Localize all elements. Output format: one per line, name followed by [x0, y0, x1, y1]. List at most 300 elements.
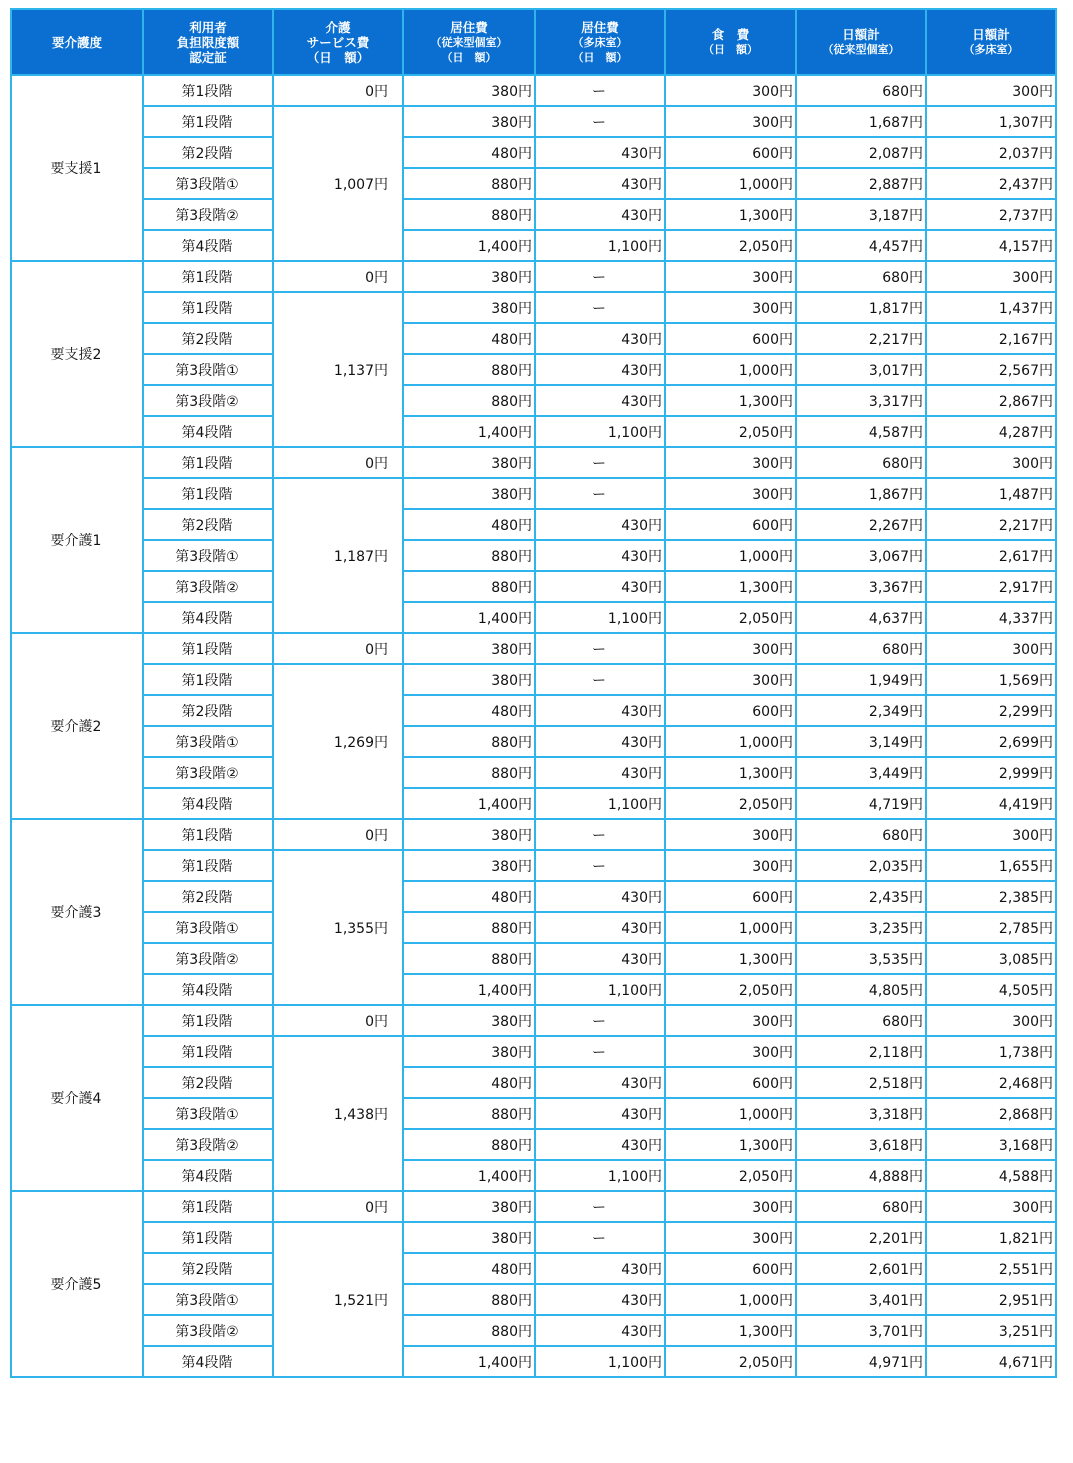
header-total-shared — [926, 9, 1056, 75]
total-private-cell: 2,217円 — [796, 323, 926, 354]
residence-private-cell: 880円 — [403, 1129, 535, 1160]
total-private-cell: 680円 — [796, 1005, 926, 1036]
residence-private-cell: 380円 — [403, 1222, 535, 1253]
total-private-cell: 4,457円 — [796, 230, 926, 261]
total-shared-cell: 4,671円 — [926, 1346, 1056, 1377]
grade-cell: 第3段階① — [143, 540, 273, 571]
header-line: 介護 — [325, 19, 351, 35]
table-row — [11, 1191, 1056, 1222]
residence-private-cell: 880円 — [403, 1315, 535, 1346]
residence-private-cell: 480円 — [403, 695, 535, 726]
grade-cell: 第2段階 — [143, 1067, 273, 1098]
table-row — [11, 1160, 1056, 1191]
table-row — [11, 230, 1056, 261]
residence-shared-cell: 430円 — [535, 1067, 665, 1098]
residence-shared-cell: ー — [535, 447, 665, 478]
grade-cell: 第1段階 — [143, 850, 273, 881]
table-row — [11, 974, 1056, 1005]
table-row — [11, 261, 1056, 292]
food-fee-cell: 1,000円 — [665, 726, 796, 757]
residence-shared-cell: 430円 — [535, 1315, 665, 1346]
table-row — [11, 664, 1056, 695]
grade-cell: 第3段階② — [143, 757, 273, 788]
grade-cell: 第3段階① — [143, 1284, 273, 1315]
table-row — [11, 447, 1056, 478]
food-fee-cell: 600円 — [665, 1253, 796, 1284]
care-level-cell: 要介護4 — [11, 1005, 143, 1191]
grade-cell: 第1段階 — [143, 292, 273, 323]
total-private-cell: 680円 — [796, 75, 926, 106]
total-private-cell: 3,618円 — [796, 1129, 926, 1160]
grade-cell: 第3段階② — [143, 385, 273, 416]
table-row — [11, 1222, 1056, 1253]
grade-cell: 第1段階 — [143, 664, 273, 695]
table-header-row — [11, 9, 1056, 75]
table-row — [11, 292, 1056, 323]
residence-shared-cell: 430円 — [535, 1284, 665, 1315]
total-shared-cell: 2,699円 — [926, 726, 1056, 757]
total-private-cell: 2,887円 — [796, 168, 926, 199]
food-fee-cell: 1,000円 — [665, 1098, 796, 1129]
table-row — [11, 602, 1056, 633]
residence-private-cell: 480円 — [403, 509, 535, 540]
grade-cell: 第1段階 — [143, 261, 273, 292]
food-fee-cell: 600円 — [665, 695, 796, 726]
service-fee-cell: 0円 — [273, 75, 403, 106]
header-line: 負担限度額 — [176, 34, 240, 50]
service-fee-cell: 0円 — [273, 633, 403, 664]
residence-shared-cell: 1,100円 — [535, 788, 665, 819]
residence-shared-cell: ー — [535, 1222, 665, 1253]
residence-shared-cell: 430円 — [535, 323, 665, 354]
service-fee-cell: 1,438円 — [273, 1036, 403, 1191]
table-row — [11, 788, 1056, 819]
total-shared-cell: 2,567円 — [926, 354, 1056, 385]
residence-private-cell: 880円 — [403, 1098, 535, 1129]
residence-private-cell: 380円 — [403, 633, 535, 664]
residence-private-cell: 380円 — [403, 819, 535, 850]
total-private-cell: 3,235円 — [796, 912, 926, 943]
grade-cell: 第1段階 — [143, 1005, 273, 1036]
residence-shared-cell: 430円 — [535, 1253, 665, 1284]
service-fee-cell: 1,355円 — [273, 850, 403, 1005]
total-private-cell: 3,401円 — [796, 1284, 926, 1315]
residence-shared-cell: 430円 — [535, 199, 665, 230]
care-level-cell: 要介護1 — [11, 447, 143, 633]
fee-table-container — [10, 8, 1057, 1378]
grade-cell: 第1段階 — [143, 447, 273, 478]
table-row — [11, 385, 1056, 416]
food-fee-cell: 1,000円 — [665, 912, 796, 943]
table-row — [11, 757, 1056, 788]
table-row — [11, 1129, 1056, 1160]
header-line: 居住費 — [450, 19, 488, 35]
residence-shared-cell: 1,100円 — [535, 416, 665, 447]
total-shared-cell: 4,505円 — [926, 974, 1056, 1005]
grade-cell: 第1段階 — [143, 478, 273, 509]
residence-private-cell: 880円 — [403, 571, 535, 602]
residence-private-cell: 480円 — [403, 1067, 535, 1098]
total-shared-cell: 2,917円 — [926, 571, 1056, 602]
total-shared-cell: 2,617円 — [926, 540, 1056, 571]
care-level-cell: 要介護3 — [11, 819, 143, 1005]
header-service-fee — [273, 9, 403, 75]
residence-private-cell: 1,400円 — [403, 1160, 535, 1191]
header-residence-shared — [535, 9, 665, 75]
header-line: 日額計 — [972, 27, 1010, 42]
total-private-cell: 680円 — [796, 1191, 926, 1222]
header-line: サービス費 — [306, 34, 370, 50]
grade-cell: 第3段階① — [143, 912, 273, 943]
residence-shared-cell: ー — [535, 819, 665, 850]
total-shared-cell: 4,287円 — [926, 416, 1056, 447]
residence-shared-cell: ー — [535, 664, 665, 695]
table-row — [11, 509, 1056, 540]
header-line: 要介護度 — [51, 34, 102, 50]
table-row — [11, 943, 1056, 974]
total-private-cell: 3,187円 — [796, 199, 926, 230]
table-row — [11, 416, 1056, 447]
header-line: （多床室） — [963, 43, 1019, 56]
total-private-cell: 3,317円 — [796, 385, 926, 416]
residence-private-cell: 1,400円 — [403, 602, 535, 633]
header-line: 食 費 — [711, 27, 750, 42]
total-shared-cell: 2,785円 — [926, 912, 1056, 943]
total-shared-cell: 4,588円 — [926, 1160, 1056, 1191]
residence-shared-cell: 430円 — [535, 726, 665, 757]
table-row — [11, 1253, 1056, 1284]
total-private-cell: 3,449円 — [796, 757, 926, 788]
care-fee-table — [10, 8, 1057, 1378]
grade-cell: 第3段階① — [143, 354, 273, 385]
header-certificate — [143, 9, 273, 75]
grade-cell: 第1段階 — [143, 1191, 273, 1222]
residence-shared-cell: 430円 — [535, 540, 665, 571]
total-private-cell: 680円 — [796, 261, 926, 292]
service-fee-cell: 0円 — [273, 447, 403, 478]
food-fee-cell: 600円 — [665, 881, 796, 912]
food-fee-cell: 300円 — [665, 261, 796, 292]
grade-cell: 第3段階② — [143, 943, 273, 974]
residence-private-cell: 380円 — [403, 292, 535, 323]
residence-private-cell: 380円 — [403, 75, 535, 106]
header-line: 認定証 — [189, 49, 227, 65]
food-fee-cell: 1,300円 — [665, 1315, 796, 1346]
table-body — [11, 75, 1056, 1377]
total-private-cell: 3,017円 — [796, 354, 926, 385]
residence-private-cell: 1,400円 — [403, 416, 535, 447]
table-row — [11, 1346, 1056, 1377]
food-fee-cell: 2,050円 — [665, 602, 796, 633]
care-level-cell: 要介護5 — [11, 1191, 143, 1377]
total-shared-cell: 300円 — [926, 1191, 1056, 1222]
food-fee-cell: 300円 — [665, 447, 796, 478]
service-fee-cell: 0円 — [273, 261, 403, 292]
total-private-cell: 1,817円 — [796, 292, 926, 323]
header-line: （従来型個室） — [430, 35, 508, 49]
table-row — [11, 695, 1056, 726]
residence-shared-cell: ー — [535, 1191, 665, 1222]
residence-private-cell: 380円 — [403, 261, 535, 292]
table-row — [11, 199, 1056, 230]
food-fee-cell: 300円 — [665, 1005, 796, 1036]
total-shared-cell: 300円 — [926, 633, 1056, 664]
total-private-cell: 2,035円 — [796, 850, 926, 881]
total-shared-cell: 2,867円 — [926, 385, 1056, 416]
food-fee-cell: 2,050円 — [665, 788, 796, 819]
residence-private-cell: 880円 — [403, 1284, 535, 1315]
total-shared-cell: 2,437円 — [926, 168, 1056, 199]
total-shared-cell: 4,419円 — [926, 788, 1056, 819]
total-private-cell: 4,971円 — [796, 1346, 926, 1377]
residence-shared-cell: 430円 — [535, 695, 665, 726]
total-shared-cell: 2,999円 — [926, 757, 1056, 788]
food-fee-cell: 300円 — [665, 292, 796, 323]
total-private-cell: 1,867円 — [796, 478, 926, 509]
residence-shared-cell: 1,100円 — [535, 1346, 665, 1377]
food-fee-cell: 1,000円 — [665, 540, 796, 571]
table-row — [11, 881, 1056, 912]
residence-private-cell: 480円 — [403, 137, 535, 168]
grade-cell: 第3段階① — [143, 168, 273, 199]
total-shared-cell: 1,569円 — [926, 664, 1056, 695]
header-food-fee — [665, 9, 796, 75]
table-row — [11, 819, 1056, 850]
grade-cell: 第1段階 — [143, 75, 273, 106]
table-row — [11, 168, 1056, 199]
grade-cell: 第2段階 — [143, 1253, 273, 1284]
residence-private-cell: 880円 — [403, 354, 535, 385]
residence-shared-cell: ー — [535, 478, 665, 509]
residence-shared-cell: 430円 — [535, 943, 665, 974]
table-row — [11, 633, 1056, 664]
table-row — [11, 912, 1056, 943]
grade-cell: 第1段階 — [143, 106, 273, 137]
residence-shared-cell: 430円 — [535, 881, 665, 912]
residence-shared-cell: ー — [535, 850, 665, 881]
total-private-cell: 680円 — [796, 633, 926, 664]
residence-shared-cell: 1,100円 — [535, 1160, 665, 1191]
care-level-cell: 要介護2 — [11, 633, 143, 819]
food-fee-cell: 300円 — [665, 819, 796, 850]
residence-private-cell: 880円 — [403, 385, 535, 416]
header-line: （多床室） — [572, 35, 628, 49]
total-private-cell: 1,687円 — [796, 106, 926, 137]
residence-private-cell: 880円 — [403, 757, 535, 788]
food-fee-cell: 1,000円 — [665, 354, 796, 385]
food-fee-cell: 1,000円 — [665, 168, 796, 199]
total-shared-cell: 1,307円 — [926, 106, 1056, 137]
total-shared-cell: 2,299円 — [926, 695, 1056, 726]
total-private-cell: 3,318円 — [796, 1098, 926, 1129]
header-line: 利用者 — [189, 19, 227, 35]
food-fee-cell: 300円 — [665, 106, 796, 137]
residence-private-cell: 880円 — [403, 168, 535, 199]
table-row — [11, 323, 1056, 354]
total-private-cell: 3,067円 — [796, 540, 926, 571]
total-private-cell: 680円 — [796, 447, 926, 478]
service-fee-cell: 1,269円 — [273, 664, 403, 819]
table-row — [11, 354, 1056, 385]
food-fee-cell: 2,050円 — [665, 230, 796, 261]
total-private-cell: 3,701円 — [796, 1315, 926, 1346]
table-row — [11, 1067, 1056, 1098]
residence-shared-cell: ー — [535, 633, 665, 664]
food-fee-cell: 300円 — [665, 633, 796, 664]
table-row — [11, 540, 1056, 571]
residence-shared-cell: 430円 — [535, 385, 665, 416]
total-shared-cell: 300円 — [926, 447, 1056, 478]
residence-private-cell: 480円 — [403, 881, 535, 912]
table-row — [11, 137, 1056, 168]
grade-cell: 第4段階 — [143, 788, 273, 819]
total-shared-cell: 1,487円 — [926, 478, 1056, 509]
total-private-cell: 4,587円 — [796, 416, 926, 447]
grade-cell: 第4段階 — [143, 1160, 273, 1191]
residence-private-cell: 380円 — [403, 850, 535, 881]
total-private-cell: 2,518円 — [796, 1067, 926, 1098]
food-fee-cell: 1,300円 — [665, 1129, 796, 1160]
residence-private-cell: 480円 — [403, 323, 535, 354]
food-fee-cell: 1,000円 — [665, 1284, 796, 1315]
food-fee-cell: 1,300円 — [665, 199, 796, 230]
table-row — [11, 106, 1056, 137]
total-private-cell: 3,367円 — [796, 571, 926, 602]
residence-private-cell: 880円 — [403, 540, 535, 571]
total-private-cell: 3,149円 — [796, 726, 926, 757]
total-private-cell: 4,805円 — [796, 974, 926, 1005]
residence-private-cell: 880円 — [403, 912, 535, 943]
total-shared-cell: 4,337円 — [926, 602, 1056, 633]
residence-shared-cell: 430円 — [535, 509, 665, 540]
total-shared-cell: 2,737円 — [926, 199, 1056, 230]
residence-private-cell: 380円 — [403, 1005, 535, 1036]
residence-private-cell: 380円 — [403, 1036, 535, 1067]
total-shared-cell: 300円 — [926, 261, 1056, 292]
residence-shared-cell: 430円 — [535, 137, 665, 168]
table-row — [11, 850, 1056, 881]
total-shared-cell: 3,168円 — [926, 1129, 1056, 1160]
residence-private-cell: 380円 — [403, 664, 535, 695]
residence-shared-cell: 1,100円 — [535, 602, 665, 633]
food-fee-cell: 1,300円 — [665, 385, 796, 416]
residence-shared-cell: ー — [535, 1005, 665, 1036]
total-private-cell: 4,637円 — [796, 602, 926, 633]
grade-cell: 第4段階 — [143, 602, 273, 633]
header-line: （従来型個室） — [822, 43, 900, 56]
grade-cell: 第4段階 — [143, 230, 273, 261]
food-fee-cell: 300円 — [665, 1191, 796, 1222]
food-fee-cell: 300円 — [665, 478, 796, 509]
residence-shared-cell: 1,100円 — [535, 230, 665, 261]
grade-cell: 第2段階 — [143, 881, 273, 912]
header-total-private — [796, 9, 926, 75]
food-fee-cell: 600円 — [665, 323, 796, 354]
food-fee-cell: 2,050円 — [665, 1160, 796, 1191]
header-care-level — [11, 9, 143, 75]
total-shared-cell: 300円 — [926, 75, 1056, 106]
total-shared-cell: 2,551円 — [926, 1253, 1056, 1284]
service-fee-cell: 0円 — [273, 1005, 403, 1036]
header-line: 居住費 — [581, 19, 619, 35]
header-line: （日 額） — [572, 50, 628, 64]
residence-private-cell: 380円 — [403, 478, 535, 509]
residence-shared-cell: 430円 — [535, 571, 665, 602]
grade-cell: 第2段階 — [143, 695, 273, 726]
total-shared-cell: 2,868円 — [926, 1098, 1056, 1129]
food-fee-cell: 1,300円 — [665, 571, 796, 602]
food-fee-cell: 300円 — [665, 1222, 796, 1253]
grade-cell: 第3段階① — [143, 726, 273, 757]
total-private-cell: 1,949円 — [796, 664, 926, 695]
grade-cell: 第2段階 — [143, 509, 273, 540]
header-line: （日 額） — [306, 49, 370, 65]
total-shared-cell: 2,951円 — [926, 1284, 1056, 1315]
residence-shared-cell: 430円 — [535, 1129, 665, 1160]
service-fee-cell: 1,137円 — [273, 292, 403, 447]
grade-cell: 第4段階 — [143, 416, 273, 447]
total-shared-cell: 1,437円 — [926, 292, 1056, 323]
food-fee-cell: 2,050円 — [665, 416, 796, 447]
residence-shared-cell: ー — [535, 261, 665, 292]
table-row — [11, 478, 1056, 509]
food-fee-cell: 600円 — [665, 509, 796, 540]
food-fee-cell: 300円 — [665, 850, 796, 881]
residence-private-cell: 880円 — [403, 199, 535, 230]
residence-shared-cell: ー — [535, 1036, 665, 1067]
grade-cell: 第1段階 — [143, 1222, 273, 1253]
residence-private-cell: 380円 — [403, 1191, 535, 1222]
food-fee-cell: 2,050円 — [665, 974, 796, 1005]
total-shared-cell: 2,167円 — [926, 323, 1056, 354]
total-shared-cell: 3,085円 — [926, 943, 1056, 974]
residence-private-cell: 380円 — [403, 106, 535, 137]
total-shared-cell: 4,157円 — [926, 230, 1056, 261]
total-private-cell: 3,535円 — [796, 943, 926, 974]
care-level-cell: 要支援1 — [11, 75, 143, 261]
grade-cell: 第3段階② — [143, 1315, 273, 1346]
table-row — [11, 1284, 1056, 1315]
residence-private-cell: 480円 — [403, 1253, 535, 1284]
residence-shared-cell: 430円 — [535, 912, 665, 943]
total-shared-cell: 2,217円 — [926, 509, 1056, 540]
residence-shared-cell: 1,100円 — [535, 974, 665, 1005]
grade-cell: 第3段階② — [143, 1129, 273, 1160]
table-row — [11, 1098, 1056, 1129]
total-private-cell: 680円 — [796, 819, 926, 850]
header-residence-private — [403, 9, 535, 75]
residence-private-cell: 880円 — [403, 943, 535, 974]
total-private-cell: 4,719円 — [796, 788, 926, 819]
header-line: （日 額） — [441, 50, 497, 64]
total-private-cell: 2,118円 — [796, 1036, 926, 1067]
total-shared-cell: 1,738円 — [926, 1036, 1056, 1067]
food-fee-cell: 300円 — [665, 75, 796, 106]
residence-shared-cell: ー — [535, 106, 665, 137]
grade-cell: 第4段階 — [143, 974, 273, 1005]
table-row — [11, 1315, 1056, 1346]
total-private-cell: 4,888円 — [796, 1160, 926, 1191]
grade-cell: 第2段階 — [143, 137, 273, 168]
header-line: （日 額） — [703, 43, 758, 56]
total-private-cell: 2,349円 — [796, 695, 926, 726]
care-level-cell: 要支援2 — [11, 261, 143, 447]
table-row — [11, 75, 1056, 106]
grade-cell: 第3段階② — [143, 199, 273, 230]
grade-cell: 第2段階 — [143, 323, 273, 354]
total-shared-cell: 300円 — [926, 1005, 1056, 1036]
table-row — [11, 571, 1056, 602]
